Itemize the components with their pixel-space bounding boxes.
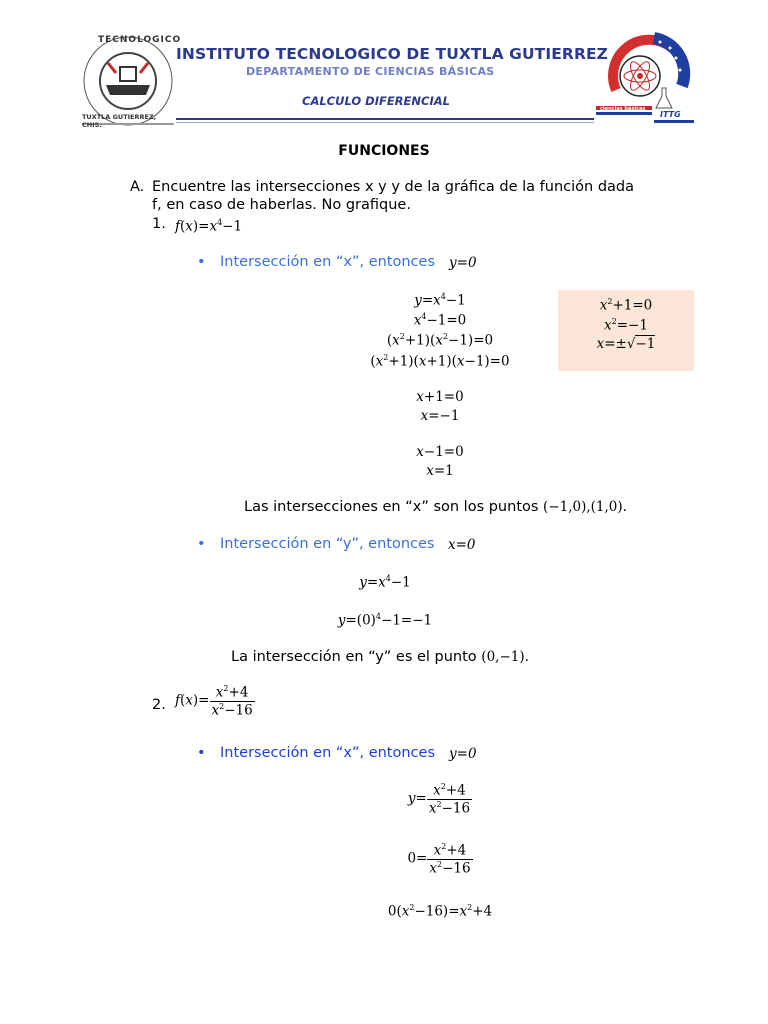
p1-step-1: $y=x^4-1$ [414,292,466,309]
p1-step-7: x−1=0 [416,444,464,460]
problem-2-function: f(x)= $\frac{x^2+4}{x^2-16}$ [175,684,253,718]
p1-step-3: $(x^2+1)(x^2-1)=0$ [386,332,494,349]
p1-x-conclusion-text: Las intersecciones en “x” son los puntos [244,499,539,515]
section-marker: A. [130,179,145,195]
bullet-dot: • [197,536,206,552]
p1-y-step-2: $y=(0)^4-1=-1$ [337,612,433,629]
p1-y-step-1: $y=x^4-1$ [359,574,411,591]
problem-1-bullet-y: Intersección en “y”, entonces [220,536,435,552]
problem-1-number: 1. [152,216,166,232]
right-logo [594,30,694,126]
section-instruction-line2: f, en caso de haberlas. No grafique. [152,197,411,213]
p1-step-4: $(x^2+1)(x+1)(x-1)=0$ [370,353,510,370]
p1-y-conclusion-point: (0,−1). [481,649,529,665]
left-logo [80,33,182,129]
note-line-2: $x^2=-1$ [604,317,648,334]
header-rule-thin [176,122,594,123]
header-rule [176,118,594,120]
p1-step-8: x=1 [426,463,454,479]
right-logo-text: ITTG [660,110,681,119]
right-logo-caption: ciencias básicas [600,106,646,112]
problem-2-bullet-x: Intersección en “x”, entonces [220,745,436,761]
p1-step-2: $x^4-1=0$ [413,312,467,329]
problem-1-bullet-x-condition: y=0 [449,255,477,271]
section-instruction-line1: Encuentre las intersecciones x y y de la gráfica de la función dada [152,179,635,195]
course-name: CALCULO DIFERENCIAL [302,94,450,108]
bullet-dot: • [197,254,206,270]
p2-step-3: $0(x^2-16)=x^2+4$ [387,903,493,920]
p1-x-conclusion [244,499,627,515]
p1-step-6: x=−1 [420,408,460,424]
note-line-1: $x^2+1=0$ [599,297,653,314]
bullet-dot: • [197,745,206,761]
p2-step-1: y= $\frac{x^2+4}{x^2-16}$ [407,782,471,816]
p2-step-2: 0= $\frac{x^2+4}{x^2-16}$ [407,842,471,876]
department-name: DEPARTAMENTO DE CIENCIAS BÁSICAS [246,65,495,78]
note-line-3: x=±√−1 [596,336,656,352]
problem-2-number: 2. [152,697,166,713]
left-logo-bottom-text: TUXTLA GUTIERREZ, CHIS. [82,113,157,129]
p1-x-conclusion-points: (−1,0),(1,0). [543,499,627,515]
p1-step-5: x+1=0 [416,389,464,405]
left-logo-top-text: TECNOLOGICO [98,35,182,45]
problem-1-bullet-x: Intersección en “x”, entonces [220,254,436,270]
p1-y-conclusion [231,649,529,665]
problem-1-bullet-y-condition: x=0 [448,537,476,553]
problem-2-bullet-x-condition: y=0 [449,746,477,762]
institute-name: INSTITUTO TECNOLOGICO DE TUXTLA GUTIERREZ [176,45,609,63]
page-title: FUNCIONES [338,143,430,159]
problem-1-function: $f(x)=x^4-1$ [175,218,243,235]
p1-y-conclusion-text: La intersección en “y” es el punto [231,649,477,665]
